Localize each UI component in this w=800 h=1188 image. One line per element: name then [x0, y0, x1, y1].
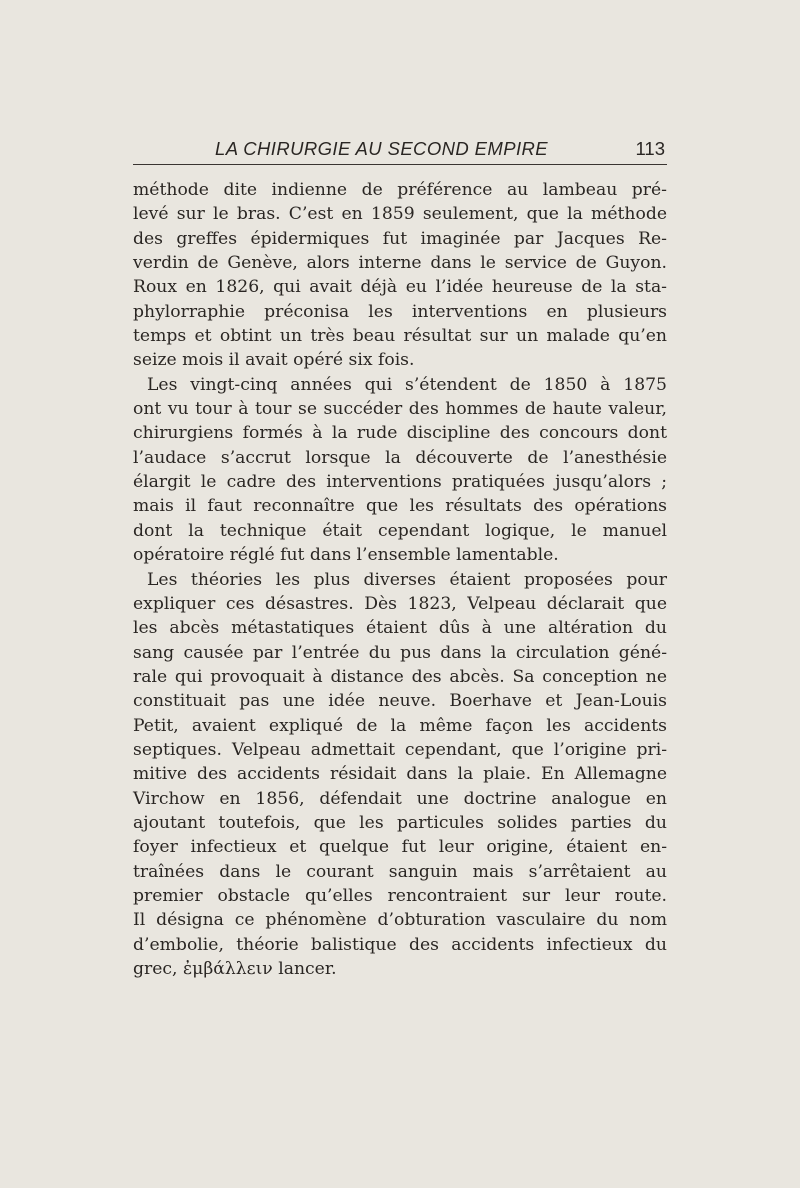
text-line: élargit le cadre des interventions pratiquées jusqu’alors ;: [133, 472, 667, 493]
page-number: 113: [635, 138, 665, 159]
text-line: opératoire réglé fut dans l’ensemble lamentable.: [133, 545, 559, 566]
text-line: ont vu tour à tour se succéder des hommes de haute valeur,: [133, 399, 667, 420]
text-line: temps et obtint un très beau résultat sur un malade qu’en: [133, 326, 667, 347]
text-line: premier obstacle qu’elles rencontraient sur leur route.: [133, 885, 667, 906]
text-line: Il désigna ce phénomène d’obturation vasculaire du nom: [133, 910, 667, 931]
text-line: l’audace s’accrut lorsque la découverte de l’anesthésie: [133, 447, 667, 468]
text-line: verdin de Genève, alors interne dans le service de Guyon.: [133, 253, 667, 274]
text-line: expliquer ces désastres. Dès 1823, Velpeau déclarait que: [133, 593, 667, 614]
text-line: ajoutant toutefois, que les particules solides parties du: [133, 812, 667, 833]
text-line: traînées dans le courant sanguin mais s’arrêtaient au: [133, 861, 667, 882]
text-line: méthode dite indienne de préférence au lambeau pré-: [133, 180, 667, 200]
text-line: des greffes épidermiques fut imaginée par Jacques Re-: [133, 228, 667, 249]
text-line: constituait pas une idée neuve. Boerhave et Jean-Louis: [133, 691, 667, 712]
text-line: les abcès métastatiques étaient dûs à une altération du: [133, 618, 667, 639]
text-line: Petit, avaient expliqué de la même façon les accidents: [133, 715, 667, 736]
text-line: chirurgiens formés à la rude discipline des concours dont: [133, 423, 667, 444]
text-line: mitive des accidents résidait dans la plaie. En Allemagne: [133, 764, 667, 785]
body-text: [133, 178, 667, 981]
text-line: foyer infectieux et quelque fut leur origine, étaient en-: [133, 837, 667, 858]
text-line: phylorraphie préconisa les interventions en plusieurs: [133, 301, 667, 322]
text-line: Les vingt-cinq années qui s’étendent de 1850 à 1875: [147, 374, 667, 395]
text-line: dont la technique était cependant logique, le manuel: [133, 520, 667, 541]
text-line: rale qui provoquait à distance des abcès. Sa conception ne: [133, 666, 667, 687]
text-line: mais il faut reconnaître que les résultats des opérations: [133, 496, 667, 517]
text-line: grec, ἐμβάλλειν lancer.: [133, 959, 337, 979]
text-line: Virchow en 1856, défendait une doctrine analogue en: [133, 788, 667, 809]
text-line: d’embolie, théorie balistique des accidents infectieux du: [133, 934, 667, 955]
text-line: septiques. Velpeau admettait cependant, que l’origine pri-: [133, 739, 667, 760]
running-header: [133, 136, 667, 166]
text-line: seize mois il avait opéré six fois.: [133, 350, 415, 371]
header-rule: [133, 164, 667, 165]
text-line: Roux en 1826, qui avait déjà eu l’idée heureuse de la sta-: [133, 277, 667, 298]
running-header-title: LA CHIRURGIE AU SECOND EMPIRE: [215, 138, 549, 159]
text-line: levé sur le bras. C’est en 1859 seulement, que la méthode: [133, 204, 667, 225]
text-line: sang causée par l’entrée du pus dans la circulation géné-: [133, 642, 667, 663]
text-line: Les théories les plus diverses étaient proposées pour: [147, 569, 667, 590]
